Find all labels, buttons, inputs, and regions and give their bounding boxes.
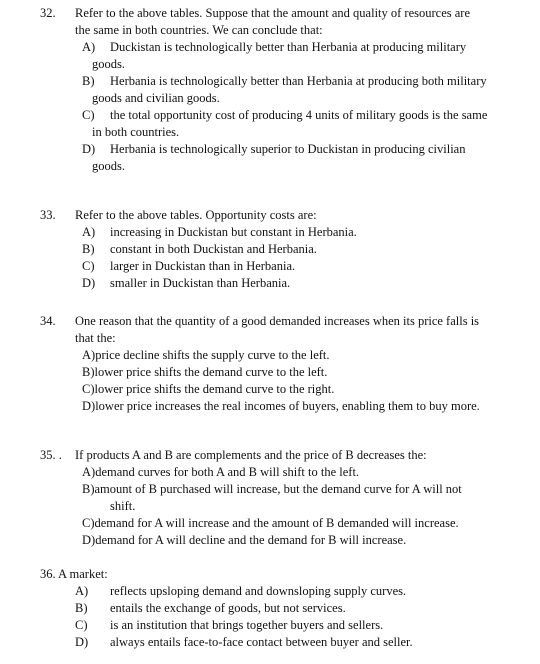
question-stem [75,207,505,224]
option-d [82,532,502,549]
option-a [82,39,502,73]
option-text: constant in both Duckistan and Herbania. [110,242,317,256]
question-stem [75,5,505,39]
option-d [82,275,502,292]
option-c [82,515,502,532]
option-letter: B) [82,482,95,496]
option-d [75,634,495,651]
option-text: lower price shifts the demand curve to the left. [94,365,328,379]
stem-line: If products A and B are complements and the price of B decreases the: [75,448,427,462]
option-text: amount of B purchased will increase, but the demand curve for A will not [94,482,462,496]
stem-line: One reason that the quantity of a good demanded increases when its price falls is [75,314,480,328]
option-letter: A) [82,40,96,54]
question-number: 35. . [40,448,62,462]
option-c [82,258,502,275]
option-text: demand for A will decline and the demand for B will increase. [95,533,407,547]
option-text: Herbania is technologically better than Herbania at producing both military [110,74,487,88]
option-letter: A) [82,348,96,362]
option-letter: A) [75,584,89,598]
option-text: reflects upsloping demand and downsloping supply curves. [110,584,407,598]
option-letter: D) [82,533,96,547]
option-c [82,381,502,398]
option-letter: C) [75,618,88,632]
option-a [82,224,502,241]
question-stem [75,313,505,347]
option-b [82,241,502,258]
stem-line: Refer to the above tables. Suppose that the amount and quality of resources are [75,6,471,20]
stem-line: that the: [75,331,116,345]
option-text: Duckistan is technologically better than Herbania at producing military [110,40,467,54]
option-c [82,107,502,141]
option-b [82,481,502,515]
option-text: the total opportunity cost of producing 4 units of military goods is the same [110,108,488,122]
option-text: lower price shifts the demand curve to the right. [94,382,335,396]
question-stem [75,447,505,464]
option-letter: C) [82,108,95,122]
option-d [82,141,502,175]
option-letter: B) [82,242,95,256]
option-letter: D) [82,142,96,156]
option-text-cont: shift. [110,499,136,513]
option-text: larger in Duckistan than in Herbania. [110,259,296,273]
option-text-cont: goods. [92,159,125,173]
option-text-cont: in both countries. [92,125,180,139]
option-text: lower price increases the real incomes of buyers, enabling them to buy more. [95,399,480,413]
option-d [82,398,502,415]
option-text: demand curves for both A and B will shift to the left. [95,465,360,479]
question-number: 33. [40,208,56,222]
option-letter: D) [82,399,96,413]
question-number: 36. A market: [40,567,108,581]
option-letter: A) [82,225,96,239]
option-letter: C) [82,259,95,273]
option-a [82,464,502,481]
option-b [82,364,502,381]
option-text: smaller in Duckistan than Herbania. [110,276,291,290]
option-a [75,583,495,600]
option-letter: A) [82,465,96,479]
stem-line: Refer to the above tables. Opportunity costs are: [75,208,317,222]
option-text-cont: goods. [92,57,125,71]
option-letter: C) [82,516,95,530]
option-c [75,617,495,634]
stem-line: the same in both countries. We can conclude that: [75,23,323,37]
option-a [82,347,502,364]
option-text: increasing in Duckistan but constant in Herbania. [110,225,357,239]
option-letter: D) [75,635,89,649]
option-text: Herbania is technologically superior to Duckistan in producing civilian [110,142,466,156]
option-text: demand for A will increase and the amount of B demanded will increase. [94,516,459,530]
option-letter: D) [82,276,96,290]
question-number: 34. [40,314,56,328]
option-text: entails the exchange of goods, but not services. [110,601,346,615]
option-b [82,73,502,107]
question-number: 32. [40,6,56,20]
option-text: always entails face-to-face contact between buyer and seller. [110,635,413,649]
option-letter: C) [82,382,95,396]
option-text: is an institution that brings together buyers and sellers. [110,618,384,632]
option-letter: B) [82,365,95,379]
option-text-cont: goods and civilian goods. [92,91,220,105]
option-letter: B) [75,601,88,615]
option-letter: B) [82,74,95,88]
option-text: price decline shifts the supply curve to the left. [95,348,330,362]
option-b [75,600,495,617]
